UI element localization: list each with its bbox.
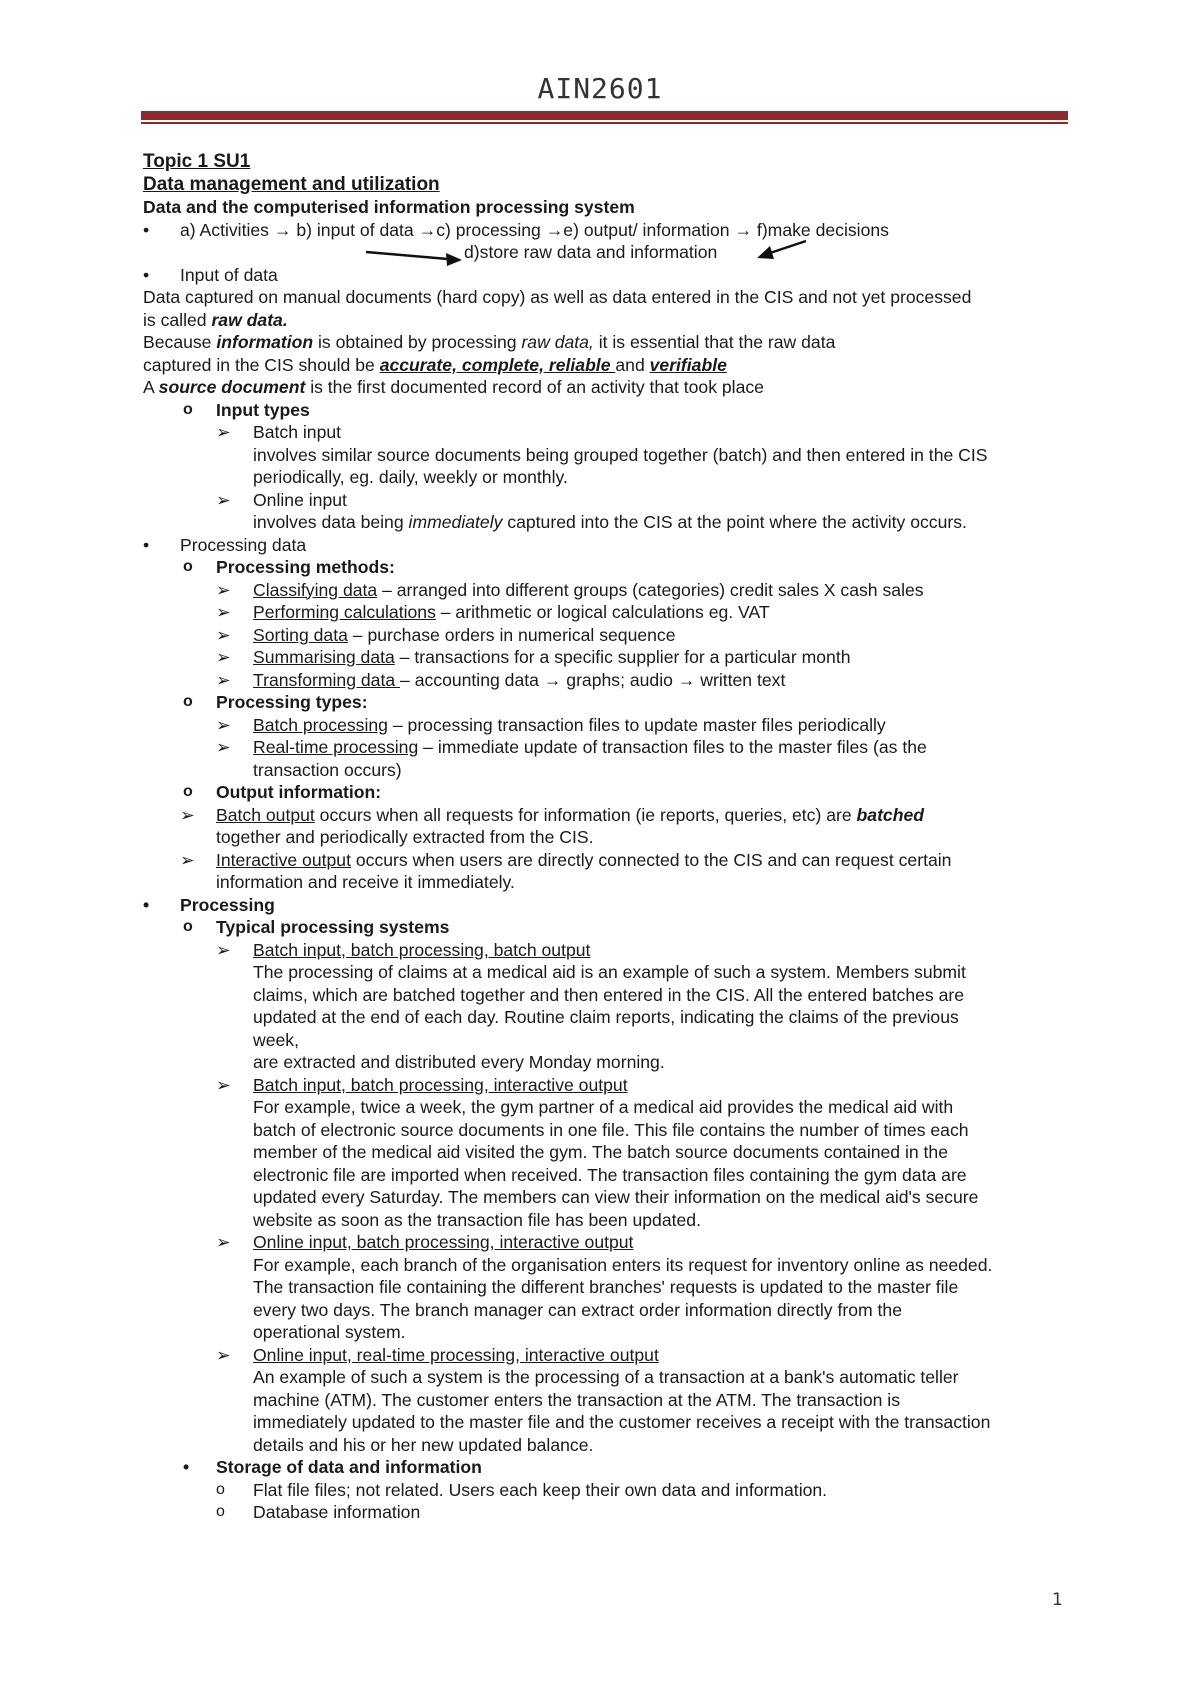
arrow-bullet-icon: ➢: [216, 602, 231, 622]
system-desc-line: An example of such a system is the processing of a transaction at a bank's automatic teller: [253, 1367, 959, 1387]
processing-bullet: • Processing: [143, 894, 275, 915]
method-item: ➢ Classifying data – arranged into different groups (categories) credit sales X cash sales: [216, 579, 924, 600]
flow-item: • a) Activities → b) input of data →c) processing →e) output/ information → f)make decisions: [143, 219, 889, 240]
raw-data-paragraph: Data captured on manual documents (hard copy) as well as data entered in the CIS and not yet processed: [143, 287, 972, 307]
flow-store-line: d)store raw data and information: [464, 242, 718, 262]
arrow-bullet-icon: ➢: [216, 579, 231, 600]
system-title: ➢ Batch input, batch processing, interactive output: [216, 1074, 628, 1095]
circle-bullet-icon: o: [183, 400, 193, 418]
arrow-bullet-icon: ➢: [180, 849, 195, 870]
output-item: ➢ Batch output occurs when all requests for information (ie reports, queries, etc) are batched: [180, 804, 924, 825]
bullet-dot-icon: •: [143, 894, 150, 915]
processing-methods-heading: o Processing methods:: [183, 557, 395, 577]
subsection-heading: Data and the computerised information processing system: [143, 197, 635, 217]
system-desc-line: batch of electronic source documents in one file. This file contains the number of times each: [253, 1119, 969, 1140]
system-title: ➢ Online input, real-time processing, interactive output: [216, 1344, 659, 1365]
system-desc-line: For example, each branch of the organisation enters its request for inventory online as needed.: [253, 1254, 993, 1275]
bullet-dot-icon: •: [143, 264, 150, 285]
arrow-bullet-icon: ➢: [216, 737, 231, 757]
processing-type-cont: transaction occurs): [253, 759, 402, 780]
system-desc-line: immediately updated to the master file and the customer receives a receipt with the transaction: [253, 1412, 991, 1432]
topic-heading: Topic 1 SU1: [143, 151, 251, 172]
arrow-bullet-icon: ➢: [216, 939, 231, 960]
bullet-dot-icon: •: [143, 534, 150, 555]
batch-input-desc: involves similar source documents being grouped together (batch) and then entered in the CIS: [253, 444, 988, 465]
online-input-item: ➢ Online input: [216, 489, 347, 510]
input-bullet: • Input of data: [143, 264, 278, 285]
circle-bullet-icon: o: [216, 1503, 225, 1520]
system-desc-line: updated every Saturday. The members can view their information on the medical aid's secure: [253, 1187, 979, 1207]
arrow-bullet-icon: ➢: [216, 669, 231, 690]
storage-bullet: • Storage of data and information: [183, 1457, 482, 1477]
header-rule-thin: [141, 122, 1068, 124]
system-title: ➢ Batch input, batch processing, batch output: [216, 939, 591, 960]
bullet-dot-icon: •: [143, 219, 150, 240]
system-title: ➢ Online input, batch processing, interactive output: [216, 1232, 634, 1252]
section-heading: Data management and utilization: [143, 174, 440, 195]
raw-data-paragraph-2: is called raw data.: [143, 309, 288, 330]
system-desc-line: The processing of claims at a medical aid is an example of such a system. Members submit: [253, 962, 966, 982]
header-rule: [141, 111, 1068, 120]
system-desc-line: every two days. The branch manager can extract order information directly from the: [253, 1299, 902, 1320]
arrow-bullet-icon: ➢: [216, 714, 231, 735]
document-body: [143, 150, 1073, 1524]
circle-bullet-icon: o: [183, 783, 193, 800]
system-desc-line: operational system.: [253, 1322, 406, 1342]
system-desc-line: week,: [253, 1029, 299, 1050]
system-desc-line: are extracted and distributed every Monday morning.: [253, 1052, 665, 1072]
system-desc-line: details and his or her new updated balance.: [253, 1434, 594, 1455]
information-paragraph: Because information is obtained by processing raw data, it is essential that the raw data: [143, 332, 836, 352]
bullet-dot-icon: •: [183, 1457, 190, 1477]
method-item: ➢ Transforming data – accounting data → graphs; audio → written text: [216, 669, 786, 690]
arrow-bullet-icon: ➢: [216, 1232, 231, 1252]
method-item: ➢ Performing calculations – arithmetic or logical calculations eg. VAT: [216, 602, 770, 622]
method-item: ➢ Summarising data – transactions for a specific supplier for a particular month: [216, 647, 851, 667]
batch-input-desc-2: periodically, eg. daily, weekly or monthly.: [253, 467, 568, 487]
circle-bullet-icon: o: [216, 1480, 225, 1498]
arrow-bullet-icon: ➢: [216, 647, 231, 667]
page-header-title: AIN2601: [537, 72, 663, 105]
circle-bullet-icon: o: [183, 693, 193, 710]
processing-type-item: ➢ Real-time processing – immediate update of transaction files to the master files (as the: [216, 737, 927, 757]
batch-input-item: ➢ Batch input: [216, 422, 342, 442]
typical-systems-heading: o Typical processing systems: [183, 917, 450, 937]
processing-data-bullet: • Processing data: [143, 534, 307, 555]
source-document-paragraph: A source document is the first documented record of an activity that took place: [143, 377, 764, 397]
system-desc-line: website as soon as the transaction file has been updated.: [253, 1209, 701, 1230]
arrow-bullet-icon: ➢: [180, 804, 195, 825]
system-desc-line: updated at the end of each day. Routine claim reports, indicating the claims of the previous: [253, 1007, 959, 1027]
online-input-desc: involves data being immediately captured into the CIS at the point where the activity occurs.: [253, 512, 967, 532]
output-item-cont: together and periodically extracted from the CIS.: [216, 827, 594, 847]
system-desc-line: electronic file are imported when received. The transaction files containing the gym data are: [253, 1164, 967, 1185]
processing-types-heading: o Processing types:: [183, 692, 368, 712]
system-desc-line: member of the medical aid visited the gym. The batch source documents contained in the: [253, 1142, 949, 1162]
page-number: 1: [1052, 1590, 1063, 1610]
circle-bullet-icon: o: [183, 558, 193, 575]
arrow-bullet-icon: ➢: [216, 624, 231, 645]
output-item: ➢ Interactive output occurs when users are directly connected to the CIS and can request certain: [180, 849, 952, 870]
input-types-heading: o Input types: [183, 399, 310, 420]
system-desc-line: For example, twice a week, the gym partner of a medical aid provides the medical aid with: [253, 1097, 954, 1117]
arrow-bullet-icon: ➢: [216, 1074, 231, 1095]
arrow-bullet-icon: ➢: [216, 489, 231, 510]
circle-bullet-icon: o: [183, 918, 193, 935]
system-desc-line: claims, which are batched together and then entered in the CIS. All the entered batches are: [253, 984, 965, 1005]
output-item-cont: information and receive it immediately.: [216, 872, 515, 892]
arrow-bullet-icon: ➢: [216, 422, 231, 442]
quality-paragraph: captured in the CIS should be accurate, complete, reliable and verifiable: [143, 354, 727, 375]
system-desc-line: machine (ATM). The customer enters the transaction at the ATM. The transaction is: [253, 1389, 901, 1410]
arrow-bullet-icon: ➢: [216, 1344, 231, 1365]
storage-item: o Database information: [216, 1502, 421, 1522]
output-information-heading: o Output information:: [183, 782, 382, 802]
method-item: ➢ Sorting data – purchase orders in numerical sequence: [216, 624, 676, 645]
storage-item: o Flat file files; not related. Users each keep their own data and information.: [216, 1479, 828, 1500]
processing-type-item: ➢ Batch processing – processing transaction files to update master files periodically: [216, 714, 886, 735]
system-desc-line: The transaction file containing the different branches' requests is updated to the master file: [253, 1277, 959, 1297]
